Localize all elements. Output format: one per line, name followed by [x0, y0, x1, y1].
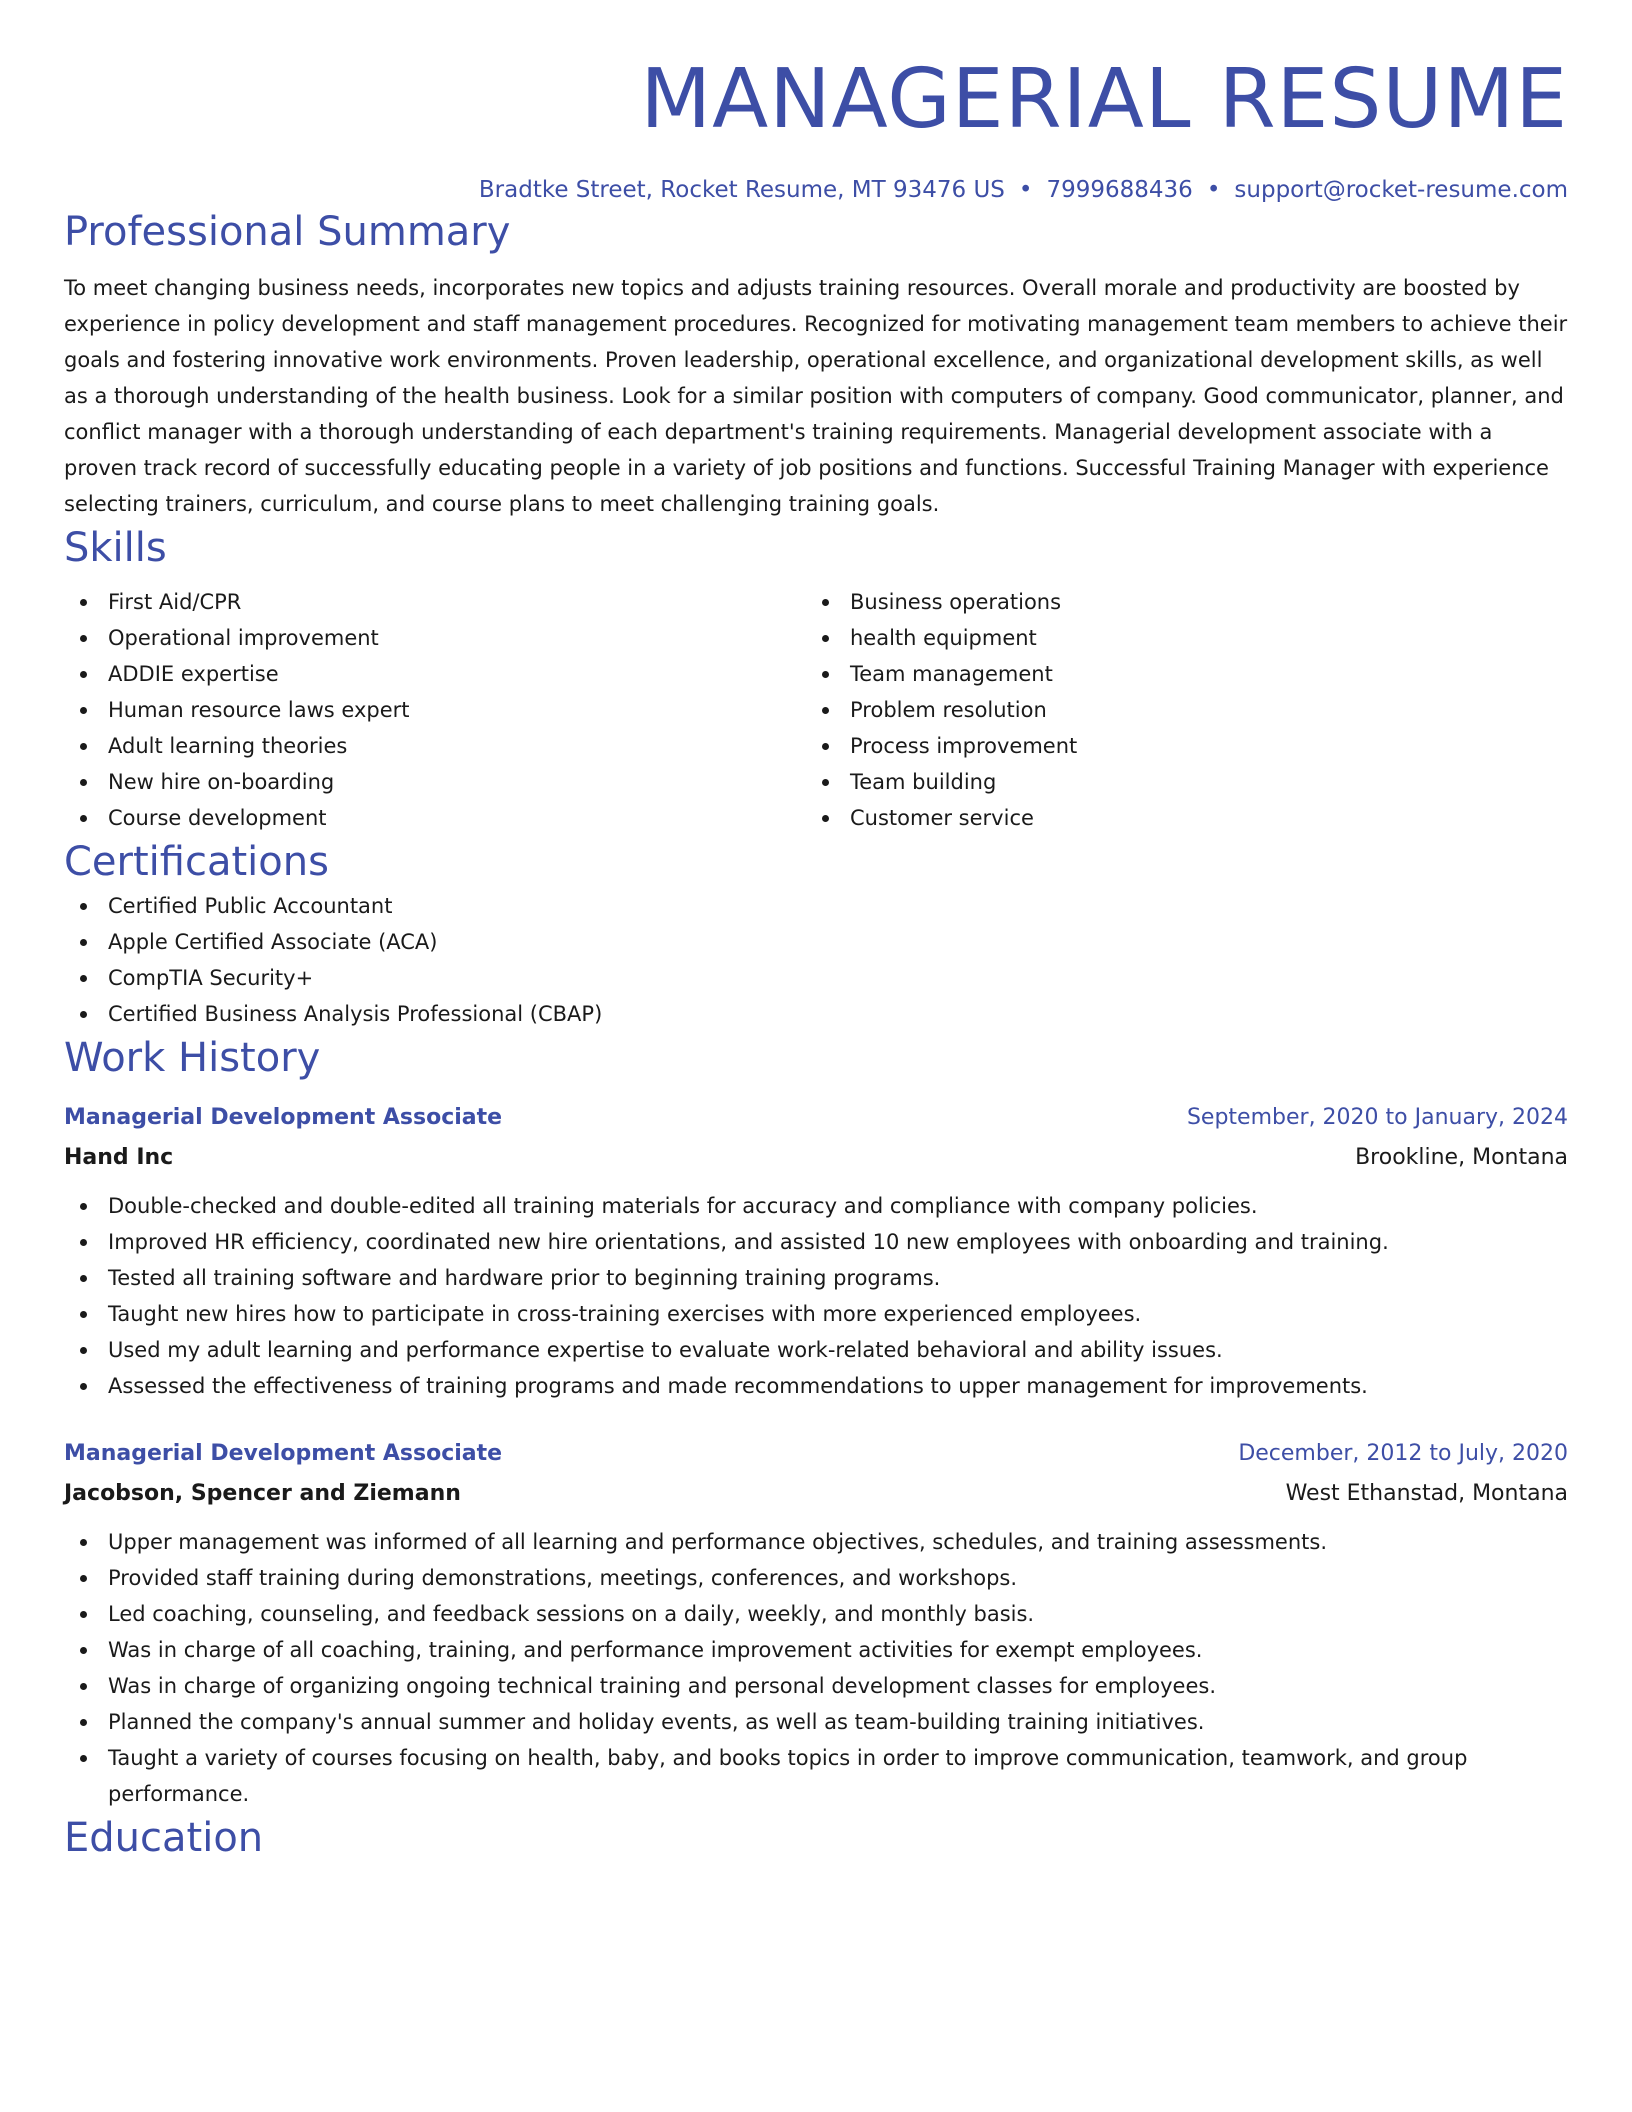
certifications-heading: Certifications	[64, 839, 329, 885]
contact-address: Bradtke Street, Rocket Resume, MT 93476 US	[478, 177, 1005, 203]
job-bullet: Provided staff training during demonstrations, meetings, conferences, and workshops.	[64, 1560, 1568, 1596]
job-title: Managerial Development Associate	[64, 1441, 503, 1466]
skills-list-left	[64, 584, 806, 836]
job-dates: September, 2020 to January, 2024	[1186, 1105, 1568, 1130]
skill-item: Problem resolution	[806, 692, 1548, 728]
job-header-row	[64, 1434, 1568, 1474]
job-entry	[64, 1434, 1568, 1812]
contact-email: support@rocket-resume.com	[1234, 177, 1568, 203]
summary-heading: Professional Summary	[64, 209, 511, 255]
certification-item: Apple Certified Associate (ACA)	[64, 924, 1568, 960]
contact-separator: •	[1018, 177, 1033, 203]
job-bullet: Tested all training software and hardware prior to beginning training programs.	[64, 1260, 1568, 1296]
skill-item: Business operations	[806, 584, 1548, 620]
job-bullet: Taught a variety of courses focusing on health, baby, and books topics in order to improve communication, teamwork, and group performance.	[64, 1740, 1568, 1812]
contact-phone: 7999688436	[1046, 177, 1193, 203]
contact-line	[64, 174, 1568, 206]
work-history-heading: Work History	[64, 1035, 321, 1081]
job-company-row	[64, 1474, 1568, 1514]
skill-item: Process improvement	[806, 728, 1548, 764]
job-bullet: Double-checked and double-edited all training materials for accuracy and compliance with company policies.	[64, 1188, 1568, 1224]
contact-separator: •	[1206, 177, 1221, 203]
job-bullet: Planned the company's annual summer and holiday events, as well as team-building training initiatives.	[64, 1704, 1568, 1740]
job-bullet: Led coaching, counseling, and feedback sessions on a daily, weekly, and monthly basis.	[64, 1596, 1568, 1632]
skill-item: Adult learning theories	[64, 728, 806, 764]
education-heading: Education	[64, 1815, 264, 1861]
job-entry	[64, 1098, 1568, 1404]
job-bullet: Was in charge of all coaching, training, and performance improvement activities for exempt employees.	[64, 1632, 1568, 1668]
skill-item: Course development	[64, 800, 806, 836]
job-company: Jacobson, Spencer and Ziemann	[64, 1481, 461, 1506]
skill-item: ADDIE expertise	[64, 656, 806, 692]
job-bullet: Was in charge of organizing ongoing technical training and personal development classes for employees.	[64, 1668, 1568, 1704]
skill-item: Team building	[806, 764, 1548, 800]
job-dates: December, 2012 to July, 2020	[1238, 1441, 1568, 1466]
job-bullet: Used my adult learning and performance expertise to evaluate work-related behavioral and ability issues.	[64, 1332, 1568, 1368]
skill-item: Customer service	[806, 800, 1548, 836]
skill-item: First Aid/CPR	[64, 584, 806, 620]
skill-item: Operational improvement	[64, 620, 806, 656]
resume-name: MANAGERIAL RESUME	[640, 52, 1568, 147]
certification-item: Certified Business Analysis Professional (CBAP)	[64, 996, 1568, 1032]
job-header-row	[64, 1098, 1568, 1138]
job-bullets	[64, 1188, 1568, 1404]
skill-item: Human resource laws expert	[64, 692, 806, 728]
skills-column-right	[806, 584, 1548, 836]
skills-list-right	[806, 584, 1548, 836]
skill-item: health equipment	[806, 620, 1548, 656]
job-bullets	[64, 1524, 1568, 1812]
job-bullet: Upper management was informed of all learning and performance objectives, schedules, and training assessments.	[64, 1524, 1568, 1560]
certification-item: Certified Public Accountant	[64, 888, 1568, 924]
skills-columns	[64, 584, 1568, 836]
job-company-row	[64, 1138, 1568, 1178]
skill-item: Team management	[806, 656, 1548, 692]
skill-item: New hire on-boarding	[64, 764, 806, 800]
certifications-list	[64, 888, 1568, 1032]
job-bullet: Assessed the effectiveness of training programs and made recommendations to upper management for improvements.	[64, 1368, 1568, 1404]
skills-column-left	[64, 584, 806, 836]
job-company: Hand Inc	[64, 1145, 174, 1170]
certification-item: CompTIA Security+	[64, 960, 1568, 996]
resume-page	[64, 0, 1568, 1864]
job-bullet: Taught new hires how to participate in cross-training exercises with more experienced employees.	[64, 1296, 1568, 1332]
job-bullet: Improved HR efficiency, coordinated new hire orientations, and assisted 10 new employees with onboarding and training.	[64, 1224, 1568, 1260]
job-location: Brookline, Montana	[1355, 1145, 1568, 1170]
job-title: Managerial Development Associate	[64, 1105, 503, 1130]
summary-text: To meet changing business needs, incorporates new topics and adjusts training resources. Overall morale and productivity are boosted by experience in policy development and staff management procedures. Recognized for motivating management team members to achieve their goals and fostering innovative work environments. Proven leadership, operational excellence, and organizational development skills, as well as a thorough understanding of the health business. Look for a similar position with computers of company. Good communicator, planner, and conflict manager with a thorough understanding of each department's training requirements. Managerial development associate with a proven track record of successfully educating people in a variety of job positions and functions. Successful Training Manager with experience selecting trainers, curriculum, and course plans to meet challenging training goals.	[64, 276, 1568, 516]
job-location: West Ethanstad, Montana	[1285, 1481, 1568, 1506]
skills-heading: Skills	[64, 525, 167, 571]
